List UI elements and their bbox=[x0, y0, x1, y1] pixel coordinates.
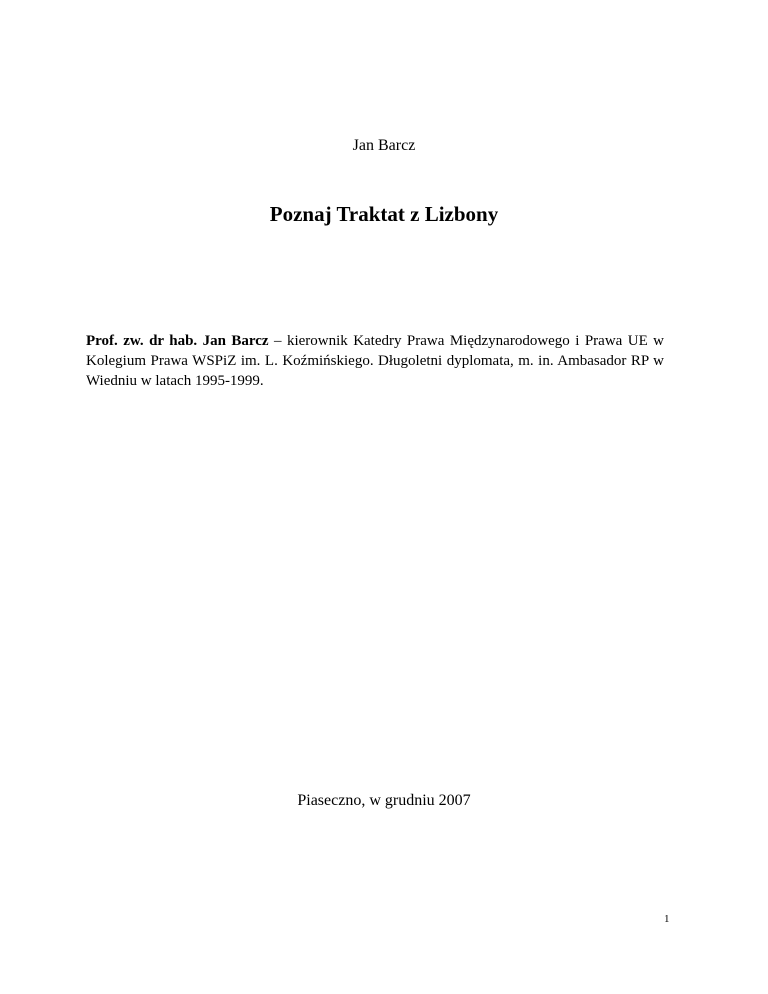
author-bio-text: – kierownik Katedry Prawa Międzynarodowego i Prawa UE w Kolegium Prawa WSPiZ im. L. Koźmińskiego. Długoletni dyplomata, m. in. Ambasador RP w Wiedniu w latach 1995-1999. bbox=[86, 333, 665, 389]
author-bio bbox=[86, 331, 664, 391]
author-bio-name: Prof. zw. dr hab. Jan Barcz bbox=[86, 333, 269, 349]
page-number: 1 bbox=[664, 913, 670, 925]
author-name: Jan Barcz bbox=[352, 137, 416, 154]
document-title: Poznaj Traktat z Lizbony bbox=[269, 202, 499, 226]
place-and-date: Piaseczno, w grudniu 2007 bbox=[297, 792, 471, 809]
